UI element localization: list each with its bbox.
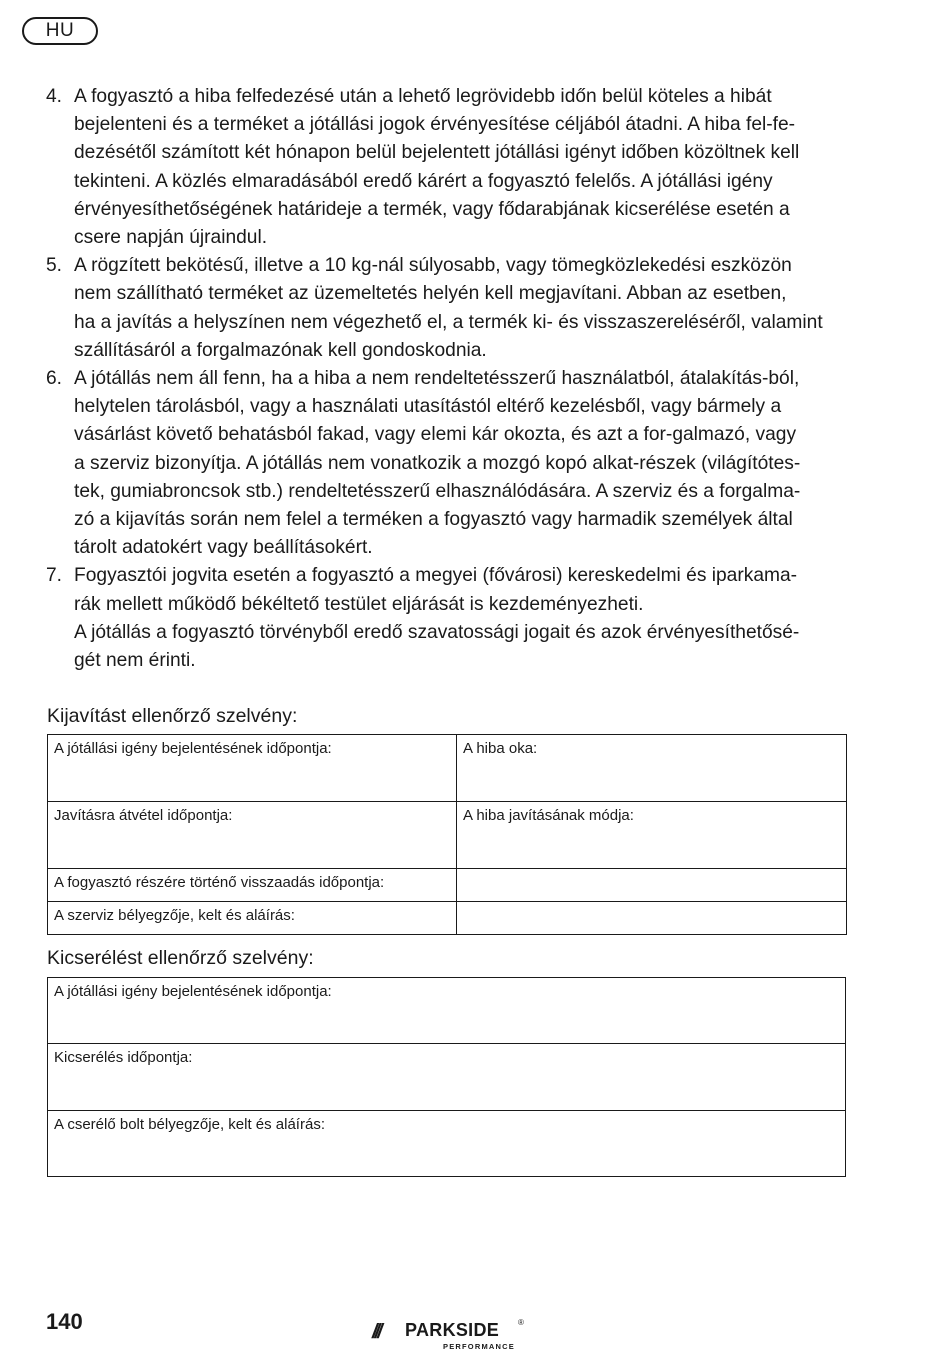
logo-subtitle: PERFORMANCE	[443, 1342, 515, 1351]
item-number: 6.	[46, 368, 63, 390]
logo-slashes-icon: ///	[372, 1321, 380, 1343]
text-line: bejelenteni és a terméket a jótállási jogok érvényesítése céljából átadni. A hiba fel-fe-	[74, 114, 796, 136]
text-line: a szerviz bizonyítja. A jótállás nem vonatkozik a mozgó kopó alkat-részek (világítótes-	[74, 452, 801, 474]
repair-form-table	[47, 734, 847, 935]
text-line: vásárlást követő behatásból fakad, vagy elemi kár okozta, és azt a for-galmazó, vagy	[74, 424, 797, 446]
item-text	[74, 562, 846, 675]
table-row	[48, 735, 847, 802]
table-row	[48, 1044, 846, 1111]
text-line: A jótállás a fogyasztó törvényből eredő szavatossági jogait és azok érvényesíthetősé-	[74, 621, 800, 643]
text-line: érvényesíthetőségének határideje a termék, vagy fődarabjának kicserélése esetén a	[74, 198, 790, 220]
text-line: A rögzített bekötésű, illetve a 10 kg-nál súlyosabb, vagy tömegközlekedési eszközön	[74, 255, 792, 277]
text-line: helytelen tárolásból, vagy a használati utasítástól eltérő kezelésből, vagy bármely a	[74, 396, 782, 418]
text-line: tekinteni. A közlés elmaradásából eredő kárért a fogyasztó felelős. A jótállási igény	[74, 170, 773, 192]
text-line: rák mellett működő békéltető testület eljárását is kezdeményezheti.	[74, 593, 644, 615]
logo-brand-text: PARKSIDE	[405, 1320, 500, 1340]
form-cell-return-date[interactable]: A fogyasztó részére történő visszaadás időpontja:	[48, 869, 457, 902]
form-cell-replacement-date[interactable]: Kicserélés időpontja:	[48, 1044, 846, 1111]
text-line: zó a kijavítás során nem felel a terméken a fogyasztó vagy harmadik személyek által	[74, 509, 793, 531]
form-cell-service-stamp[interactable]: A szerviz bélyegzője, kelt és aláírás:	[48, 902, 457, 935]
parkside-logo	[372, 1318, 532, 1352]
item-text	[74, 252, 846, 365]
form-cell-repair-method[interactable]: A hiba javításának módja:	[457, 802, 847, 869]
text-line: tek, gumiabroncsok stb.) rendeltetésszerű elhasználódására. A szerviz és a forgalma-	[74, 480, 801, 502]
warranty-conditions-list	[46, 83, 846, 675]
table-row	[48, 1111, 846, 1177]
form-cell-repair-intake-date[interactable]: Javításra átvétel időpontja:	[48, 802, 457, 869]
repair-form-title: Kijavítást ellenőrző szelvény:	[47, 705, 298, 727]
item-number: 7.	[46, 565, 63, 587]
text-line: ha a javítás a helyszínen nem végezhető el, a termék ki- és visszaszereléséről, valamint	[74, 311, 823, 333]
list-item	[46, 83, 846, 252]
list-item	[46, 252, 846, 365]
form-cell-empty[interactable]	[457, 869, 847, 902]
text-line: A fogyasztó a hiba felfedezésé után a lehető legrövidebb időn belül köteles a hibát	[74, 86, 772, 107]
text-line: Fogyasztói jogvita esetén a fogyasztó a megyei (fővárosi) kereskedelmi és iparkama-	[74, 565, 798, 587]
list-item	[46, 562, 846, 675]
text-line: szállításáról a forgalmazónak kell gondoskodnia.	[74, 339, 487, 361]
form-cell-empty[interactable]	[457, 902, 847, 935]
text-line: dezésétől számított két hónapon belül bejelentett jótállási igényt időben közöltnek kell	[74, 142, 800, 164]
form-cell-report-date[interactable]: A jótállási igény bejelentésének időpontja:	[48, 978, 846, 1044]
replacement-form-title: Kicserélést ellenőrző szelvény:	[47, 947, 314, 969]
item-number: 4.	[46, 86, 63, 107]
table-row	[48, 869, 847, 902]
table-row	[48, 802, 847, 869]
item-text	[74, 83, 846, 252]
list-item	[46, 365, 846, 562]
text-line: csere napján újraindul.	[74, 227, 268, 249]
text-line: gét nem érinti.	[74, 650, 196, 672]
table-row	[48, 902, 847, 935]
text-line: nem szállítható terméket az üzemeltetés helyén kell megjavítani. Abban az esetben,	[74, 283, 787, 305]
text-line: A jótállás nem áll fenn, ha a hiba a nem rendeltetésszerű használatból, átalakítás-ból,	[74, 368, 800, 390]
item-number: 5.	[46, 255, 63, 277]
registered-mark: ®	[518, 1318, 524, 1327]
text-line: tárolt adatokért vagy beállításokért.	[74, 537, 373, 559]
form-cell-fault-cause[interactable]: A hiba oka:	[457, 735, 847, 802]
item-text	[74, 365, 846, 562]
table-row	[48, 978, 846, 1044]
form-cell-report-date[interactable]: A jótállási igény bejelentésének időpontja:	[48, 735, 457, 802]
form-cell-shop-stamp[interactable]: A cserélő bolt bélyegzője, kelt és aláírás:	[48, 1111, 846, 1177]
language-badge: HU	[22, 17, 98, 45]
page-number: 140	[46, 1309, 83, 1334]
replacement-form-table	[47, 977, 846, 1177]
